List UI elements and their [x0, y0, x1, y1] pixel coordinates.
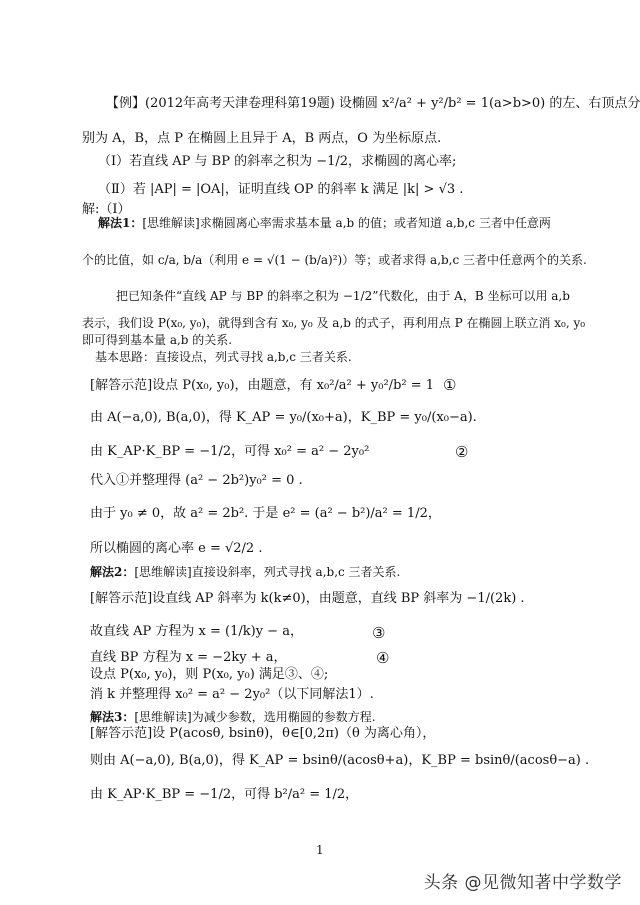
method-3-thinking — [90, 710, 376, 726]
solution-step-3: 由 K_AP·K_BP = −1/2，可得 x₀² = a² − 2y₀² — [90, 444, 370, 459]
problem-statement-line-2: 别为 A，B，点 P 在椭圆上且异于 A，B 两点，O 为坐标原点. — [82, 131, 442, 146]
solution-conclusion: 所以椭圆的离心率 e = √2/2 . — [90, 541, 263, 556]
equation-marker-2: ② — [455, 443, 469, 461]
method-3-label: 解法3： — [90, 710, 135, 724]
solution-step-4: 代入①并整理得 (a² − 2b²)y₀² = 0 . — [90, 473, 303, 488]
equation-marker-3: ③ — [372, 624, 386, 642]
equation-marker-4: ④ — [376, 649, 390, 667]
method-3-thinking-text: [思维解读]为减少参数，选用椭圆的参数方程. — [134, 710, 376, 724]
solution-step-1: [解答示范]设点 P(x₀, y₀)，由题意，有 x₀²/a² + y₀²/b² = 1 — [90, 378, 435, 393]
solution-step-5: 由于 y₀ ≠ 0，故 a² = 2b². 于是 e² = (a² − b²)/a² = 1/2， — [90, 506, 441, 521]
method-2-step-3: 直线 BP 方程为 x = −2ky + a， — [90, 650, 287, 665]
solution-step-2: 由 A(−a,0), B(a,0)，得 K_AP = y₀/(x₀+a)，K_BP = y₀/(x₀−a). — [90, 410, 477, 425]
method-2-step-5: 消 k 并整理得 x₀² = a² − 2y₀²（以下同解法1）. — [90, 687, 374, 702]
method-1-analysis-line-2: 表示，我们设 P(x₀, y₀)，就得到含有 x₀, y₀ 及 a,b 的式子，再利用点 P 在椭圆上联立消 x₀, y₀ — [82, 316, 586, 330]
solution-heading: 解:（Ⅰ） — [82, 202, 131, 217]
method-3-step-1: [解答示范]设 P(acosθ, bsinθ)，θ∈[0,2π)（θ 为离心角）， — [90, 726, 436, 741]
method-1-label: 解法1： — [98, 216, 143, 230]
method-1-thinking-text: [思维解读]求椭圆离心率需求基本量 a,b 的值；或者知道 a,b,c 三者中任意两 — [142, 216, 551, 230]
method-1-analysis-line-1: 把已知条件“直线 AP 与 BP 的斜率之积为 −1/2”代数化，由于 A，B 坐标可以用 a,b — [116, 289, 570, 303]
method-2-step-1: [解答示范]设直线 AP 斜率为 k(k≠0)，由题意，直线 BP 斜率为 −1/(2k) . — [90, 591, 525, 606]
method-1-analysis-line-3: 即可得到基本量 a,b 的关系. — [82, 333, 233, 347]
method-2-thinking-text: [思维解读]直接设斜率，列式寻找 a,b,c 三者关系. — [134, 565, 401, 579]
method-3-step-3: 由 K_AP·K_BP = −1/2，可得 b²/a² = 1/2， — [90, 787, 359, 802]
equation-marker-1: ① — [443, 376, 457, 394]
page-number: 1 — [316, 843, 324, 857]
question-2: （Ⅱ）若 |AP| = |OA|，证明直线 OP 的斜率 k 满足 |k| > √3 . — [98, 182, 464, 197]
watermark: 头条 @见微知著中学数学 — [423, 873, 622, 893]
method-1-thinking-line-2: 个的比值，如 c/a, b/a（利用 e = √(1 − (b/a)²)）等；或者求得 a,b,c 三者中任意两个的关系. — [82, 253, 587, 267]
method-2-label: 解法2： — [90, 565, 135, 579]
method-2-step-2: 故直线 AP 方程为 x = (1/k)y − a， — [90, 624, 303, 639]
method-2-step-4: 设点 P(x₀, y₀)，则 P(x₀, y₀) 满足③、④; — [90, 667, 329, 682]
method-2-thinking — [90, 565, 400, 581]
basic-idea: 基本思路：直接设点，列式寻找 a,b,c 三者关系. — [95, 350, 352, 364]
method-3-step-2: 则由 A(−a,0), B(a,0)，得 K_AP = bsinθ/(acosθ+a)，K_BP = bsinθ/(acosθ−a) . — [90, 753, 590, 768]
question-1: （Ⅰ）若直线 AP 与 BP 的斜率之积为 −1/2，求椭圆的离心率; — [98, 154, 457, 169]
method-1-thinking — [98, 216, 551, 232]
problem-statement-line-1: 【例】(2012年高考天津卷理科第19题) 设椭圆 x²/a² + y²/b² = 1(a>b>0) 的左、右顶点分 — [106, 96, 640, 111]
